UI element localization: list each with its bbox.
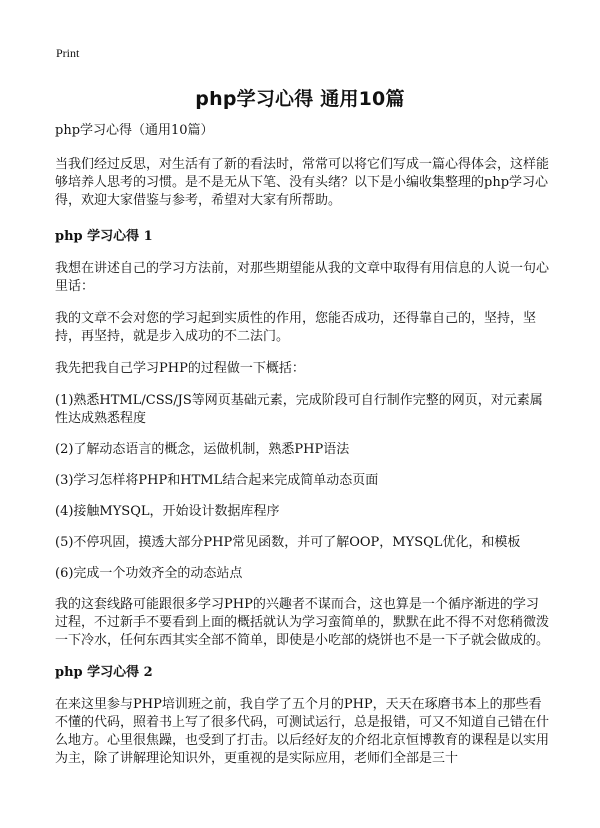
section-2-paragraph-1: 在来这里参与PHP培训班之前，我自学了五个月的PHP，天天在琢磨书本上的那些看不懂的代码，照着书上写了很多代码，可测试运行，总是报错，可又不知道自己错在什么地方。心里很焦躁，也受到了打击。以后经好友的介绍北京恒博教育的课程是以实用为主，除了讲解理论知识外，更重视的是实际应用，老师们全部是三十 [55, 697, 550, 766]
article-body [55, 122, 550, 782]
print-link[interactable]: Print [56, 46, 80, 60]
section-1-heading: php 学习心得 1 [55, 229, 153, 244]
section-1-paragraph-2: 我的文章不会对您的学习起到实质性的作用，您能否成功，还得靠自己的，坚持，坚持，再坚持，就是步入成功的不二法门。 [55, 311, 537, 344]
list-item: (1)熟悉HTML/CSS/JS等网页基础元素，完成阶段可自行制作完整的网页，对元素属性达成熟悉程度 [55, 393, 543, 426]
list-item: (2)了解动态语言的概念，运做机制，熟悉PHP语法 [55, 442, 350, 457]
list-item: (6)完成一个功效齐全的动态站点 [55, 566, 243, 581]
intro-paragraph: 当我们经过反思，对生活有了新的看法时，常常可以将它们写成一篇心得体会，这样能够培养人思考的习惯。是不是无从下笔、没有头绪？以下是小编收集整理的php学习心得，欢迎大家借鉴与参考，希望对大家有所帮助。 [55, 157, 550, 208]
list-item: (5)不停巩固，摸透大部分PHP常见函数，并可了解OOP，MYSQL优化，和模板 [55, 535, 521, 550]
list-item: (4)接触MYSQL，开始设计数据库程序 [55, 504, 280, 519]
document-subtitle: php学习心得（通用10篇） [55, 123, 214, 138]
section-1-paragraph-4: 我的这套线路可能跟很多学习PHP的兴趣者不谋而合，这也算是一个循序渐进的学习过程，不过新手不要看到上面的概括就认为学习蛮简单的，默默在此不得不对您稍微泼一下冷水，任何东西其实全部不简单，即使是小吃部的烧饼也不是一下子就会做成的。 [55, 597, 550, 648]
section-1-paragraph-1: 我想在讲述自己的学习方法前，对那些期望能从我的文章中取得有用信息的人说一句心里话： [55, 261, 550, 294]
list-item: (3)学习怎样将PHP和HTML结合起来完成简单动态页面 [55, 473, 379, 488]
section-1-paragraph-3: 我先把我自己学习PHP的过程做一下概括： [55, 361, 305, 376]
section-2-heading: php 学习心得 2 [55, 665, 153, 680]
page-title: php学习心得 通用10篇 [195, 88, 405, 110]
